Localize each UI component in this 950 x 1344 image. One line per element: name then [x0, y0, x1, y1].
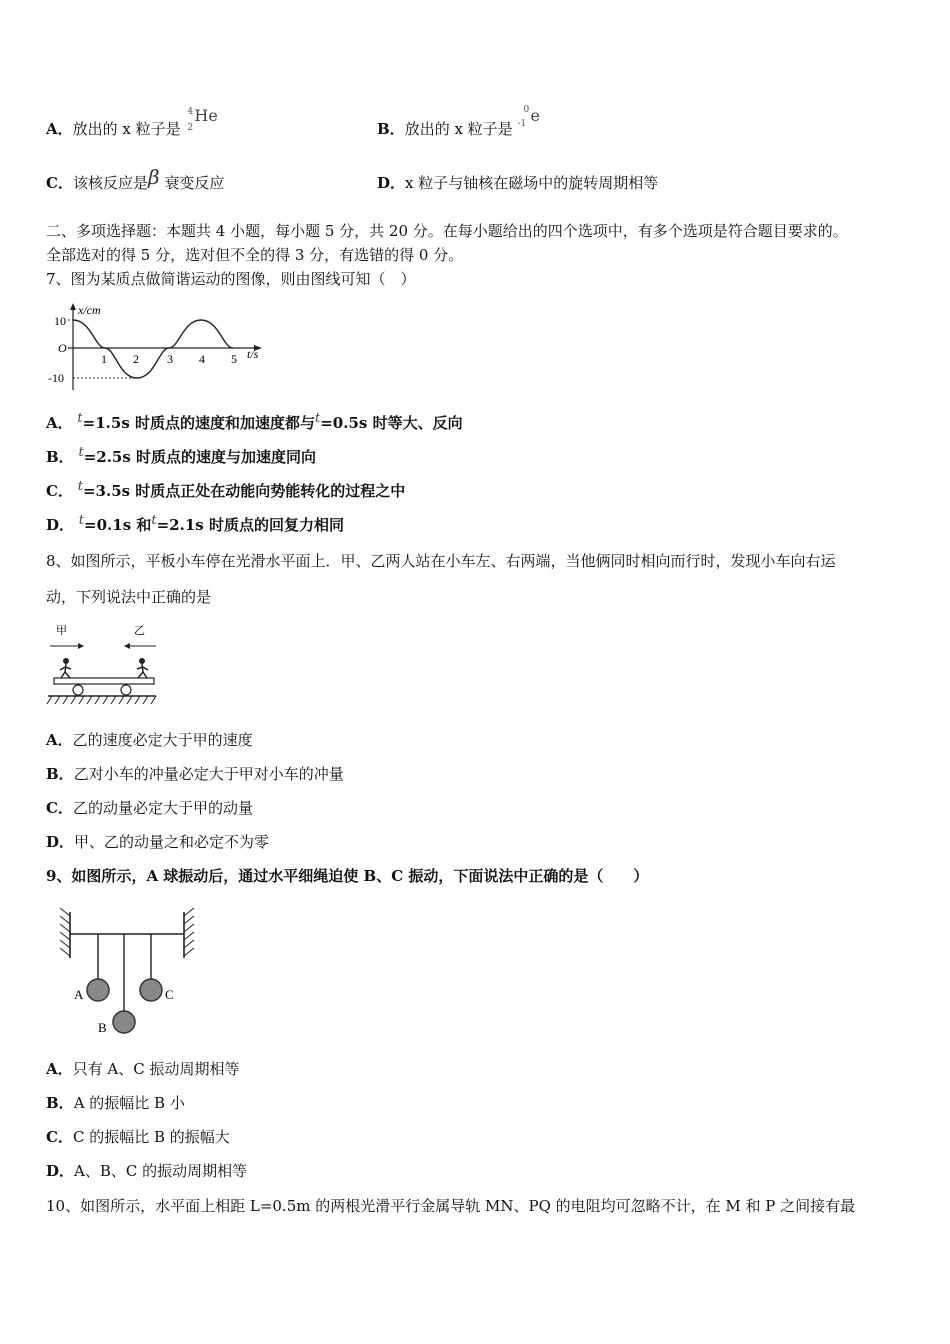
option-label: D．: [377, 174, 406, 192]
option-label: B．: [46, 765, 74, 783]
person-jia-body: [60, 664, 71, 678]
option-label: D．: [46, 1162, 75, 1180]
t-symbol: t: [77, 479, 83, 494]
wall-right-hatch: [184, 908, 194, 956]
x-tick-3: 3: [167, 352, 173, 366]
q6-option-a[interactable]: [46, 106, 225, 139]
option-label: D．: [46, 516, 75, 534]
q9-option-a[interactable]: [46, 1059, 240, 1079]
option-text: x 粒子与铀核在磁场中的旋转周期相等: [405, 174, 659, 192]
q10-stem: 10、如图所示，水平面上相距 L=0.5m 的两根光滑平行金属导轨 MN、PQ 的电阻均可忽略不计，在 M 和 P 之间接有最: [46, 1197, 856, 1215]
option-text: =3.5s 时质点正处在动能向势能转化的过程之中: [82, 482, 406, 500]
option-text: 乙的速度必定大于甲的速度: [72, 731, 253, 749]
q6-option-d[interactable]: [377, 173, 658, 193]
option-label: B．: [46, 448, 74, 466]
q8-stem-line-2: 动，下列说法中正确的是: [46, 588, 212, 606]
q6-option-b[interactable]: [377, 105, 547, 139]
x-tick-1: 1: [101, 352, 107, 366]
person-yi-body: [137, 664, 148, 678]
t-symbol: t: [78, 513, 85, 528]
option-text: 乙对小车的冲量必定大于甲对小车的冲量: [73, 765, 344, 783]
option-label: A．: [46, 120, 73, 138]
q7-option-a[interactable]: [46, 413, 463, 433]
arrow-jia-head: [78, 643, 84, 649]
cart-plank: [54, 678, 154, 684]
q9-stem: [46, 866, 648, 886]
q9-option-d[interactable]: [46, 1161, 247, 1181]
option-text: C 的振幅比 B 的振幅大: [72, 1128, 230, 1146]
option-label: C．: [46, 1128, 73, 1146]
q7-stem: 7、图为某质点做简谐运动的图像，则由图线可知（ ）: [46, 270, 416, 288]
q9-option-b[interactable]: [46, 1093, 185, 1113]
y-tick-top: 10: [54, 314, 66, 328]
option-label: C．: [46, 482, 73, 500]
option-label: B．: [46, 1094, 74, 1112]
label-c: C: [165, 987, 174, 1002]
t-symbol: t: [315, 411, 321, 426]
option-label: D．: [46, 833, 75, 851]
x-tick-5: 5: [231, 352, 237, 366]
option-text: 该核反应是: [72, 174, 148, 192]
origin-label: O: [58, 341, 67, 355]
label-b: B: [98, 1020, 107, 1035]
option-text: A、B、C 的振动周期相等: [74, 1162, 248, 1180]
q8-option-b[interactable]: [46, 764, 344, 784]
option-text: =0.1s 和: [84, 516, 152, 534]
y-tick-bottom: -10: [48, 371, 64, 385]
option-text: =0.5s 时等大、反向: [320, 414, 463, 432]
cosine-curve: [73, 320, 233, 378]
t-symbol: t: [78, 445, 84, 460]
x-tick-2: 2: [133, 352, 139, 366]
ball-b: [113, 1011, 135, 1033]
q9-option-c[interactable]: [46, 1127, 230, 1147]
cart-wheel-right: [121, 685, 131, 695]
q8-option-d[interactable]: [46, 832, 269, 852]
beta-symbol: β: [147, 165, 160, 189]
option-label: A．: [46, 731, 73, 749]
q7-shm-graph: [40, 300, 280, 392]
ball-a: [87, 979, 109, 1001]
t-symbol: t: [151, 513, 157, 528]
option-text-after: 衰变反应: [164, 174, 225, 192]
ground-hatch: [47, 696, 156, 704]
person-jia-head: [63, 658, 69, 664]
option-text: 甲、乙的动量之和必定不为零: [74, 833, 270, 851]
option-text: =2.1s 时质点的回复力相同: [156, 516, 344, 534]
label-jia: 甲: [56, 625, 67, 637]
option-label: C．: [46, 174, 73, 192]
option-text: =2.5s 时质点的速度与加速度同向: [83, 448, 317, 466]
t-symbol: t: [77, 411, 83, 426]
q7-option-b[interactable]: [46, 447, 316, 467]
label-a: A: [74, 987, 84, 1002]
option-label: C．: [46, 799, 73, 817]
q7-option-d[interactable]: [46, 515, 344, 535]
option-text: A 的振幅比 B 小: [73, 1094, 185, 1112]
option-text: 只有 A、C 振动周期相等: [72, 1060, 240, 1078]
stem-text: 9、如图所示，A 球振动后，通过水平细绳迫使 B、C 振动，下面说法中正确的是（ ）: [46, 867, 649, 885]
label-yi: 乙: [134, 625, 145, 637]
option-text: 放出的 x 粒子是: [72, 120, 181, 138]
wall-left-hatch: [60, 908, 70, 956]
q8-option-c[interactable]: [46, 798, 253, 818]
q6-option-c[interactable]: [46, 165, 225, 193]
q7-option-c[interactable]: [46, 481, 405, 501]
section-heading-line-2: 全部选对的得 5 分，选对但不全的得 3 分，有选错的得 0 分。: [46, 246, 464, 264]
q8-option-a[interactable]: [46, 730, 253, 750]
q8-cart-figure: [44, 620, 164, 716]
arrow-yi-head: [124, 643, 130, 649]
q8-stem-line-1: 8、如图所示，平板小车停在光滑水平面上．甲、乙两人站在小车左、右两端，当他俩同时相向而行时，发现小车向右运: [46, 552, 836, 570]
option-text: =1.5s 时质点的速度和加速度都与: [82, 414, 315, 432]
x-axis-label: t/s: [247, 347, 259, 361]
section-heading-line-1: 二、多项选择题：本题共 4 小题，每小题 5 分，共 20 分。在每小题给出的四个选项中，有多个选项是符合题目要求的。: [46, 222, 848, 240]
option-text: 放出的 x 粒子是: [404, 120, 513, 138]
q9-pendulum-figure: [50, 908, 210, 1043]
person-yi-head: [139, 658, 145, 664]
y-axis-arrow: [70, 303, 76, 310]
electron-symbol: 0 -1 e: [517, 105, 540, 129]
cart-wheel-left: [73, 685, 83, 695]
option-label: B．: [377, 120, 405, 138]
helium-symbol: 4 2 He: [187, 106, 218, 133]
option-label: A．: [46, 414, 73, 432]
y-axis-label: x/cm: [78, 303, 101, 317]
option-label: A．: [46, 1060, 73, 1078]
option-text: 乙的动量必定大于甲的动量: [72, 799, 253, 817]
ball-c: [140, 979, 162, 1001]
x-tick-4: 4: [199, 352, 205, 366]
